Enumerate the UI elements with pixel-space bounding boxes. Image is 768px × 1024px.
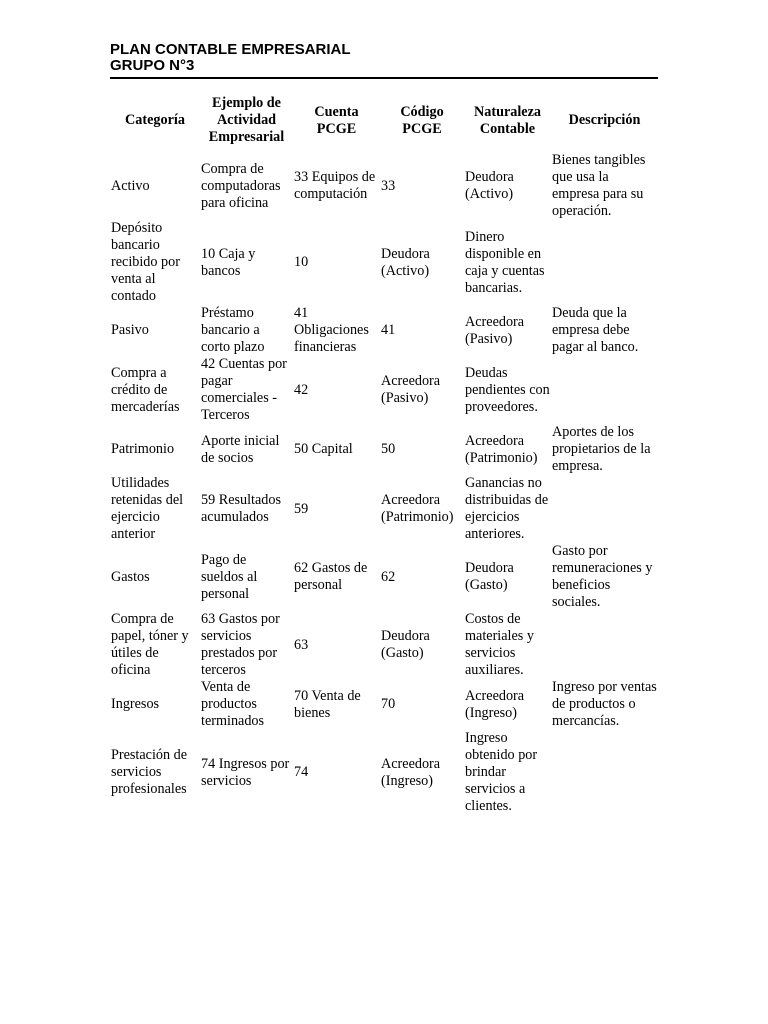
table-cell: 10 <box>294 254 309 270</box>
table-cell: 70 <box>381 696 396 712</box>
column-header-categoria: Categoría <box>125 112 185 128</box>
table-cell: Compra a crédito de mercaderías <box>111 364 180 415</box>
table-cell: 33 <box>381 177 396 194</box>
table-cell: 74 Ingresos por servicios <box>201 755 290 789</box>
table-cell: 74 <box>294 764 309 780</box>
table-cell: Compra de papel, tóner y útiles de oficina <box>111 611 189 678</box>
table-cell: 62 <box>381 568 396 585</box>
table-cell: Acreedora (Ingreso) <box>381 755 441 789</box>
table-cell: Gasto por remuneraciones y beneficios sociales. <box>552 543 653 610</box>
table-cell: 59 Resultados acumulados <box>201 492 281 525</box>
table-cell: Ganancias no distribuidas de ejercicios anteriores. <box>465 475 549 542</box>
table-cell: Dinero disponible en caja y cuentas bancarias. <box>465 228 545 296</box>
table-cell: Compra de computadoras para oficina <box>201 160 281 211</box>
table-cell: 50 <box>381 441 396 457</box>
table-row <box>110 305 658 356</box>
table-cell: 41 <box>381 322 396 338</box>
table-cell: 62 Gastos de personal <box>294 560 368 593</box>
table-row <box>110 152 658 220</box>
table-row <box>110 730 658 815</box>
table-cell <box>551 356 658 424</box>
table-cell: 41 Obligaciones financieras <box>294 305 369 355</box>
table-cell: Préstamo bancario a corto plazo <box>201 305 265 355</box>
column-header-descripcion: Descripción <box>568 112 641 128</box>
table-cell: Deudora (Gasto) <box>465 560 514 593</box>
table-cell: Ingresos <box>111 696 160 712</box>
table-cell: Acreedora (Ingreso) <box>465 687 525 721</box>
table-cell <box>551 730 658 815</box>
column-header-ejemplo: Ejemplo de Actividad Empresarial <box>208 95 285 145</box>
table-body <box>110 152 658 815</box>
table-cell: Deudas pendientes con proveedores. <box>465 364 550 415</box>
table-header-row <box>110 95 658 152</box>
document-title: PLAN CONTABLE EMPRESARIAL <box>110 41 351 58</box>
table-cell: Ingreso obtenido por brindar servicios a clientes. <box>465 730 538 814</box>
document-subtitle: GRUPO N°3 <box>110 57 195 74</box>
table-row <box>110 424 658 475</box>
table-cell: Deuda que la empresa debe pagar al banco. <box>552 305 639 355</box>
table-cell: Pasivo <box>111 322 149 338</box>
table-cell: Venta de productos terminados <box>201 679 265 729</box>
table-cell: 59 <box>294 500 309 517</box>
table-cell: 50 Capital <box>294 441 353 457</box>
table-cell: Aporte inicial de socios <box>201 432 280 466</box>
table-row <box>110 356 658 424</box>
table-cell: 70 Venta de bienes <box>294 687 361 721</box>
document-header <box>110 42 658 79</box>
table-cell: Acreedora (Pasivo) <box>465 313 525 347</box>
table-cell <box>551 220 658 305</box>
table-cell: Pago de sueldos al personal <box>201 551 258 602</box>
table-cell: Costos de materiales y servicios auxiliares. <box>465 611 534 678</box>
table-cell: 10 Caja y bancos <box>201 245 256 279</box>
table-cell: Utilidades retenidas del ejercicio anterior <box>111 475 184 542</box>
column-header-naturaleza: Naturaleza Contable <box>474 103 541 137</box>
table-cell: Activo <box>111 177 150 194</box>
table-cell: Patrimonio <box>111 441 175 457</box>
column-header-cuenta: Cuenta PCGE <box>314 103 359 137</box>
table-cell: 33 Equipos de computación <box>294 169 376 202</box>
table-cell: Deudora (Gasto) <box>381 628 430 661</box>
table-header <box>110 95 658 152</box>
table-cell: Gastos <box>111 568 150 585</box>
table-cell: 63 Gastos por servicios prestados por terceros <box>201 611 280 678</box>
document-page <box>110 42 658 815</box>
table-cell: Deudora (Activo) <box>465 169 514 202</box>
table-row <box>110 475 658 543</box>
table-cell: Depósito bancario recibido por venta al contado <box>111 220 180 304</box>
table-row <box>110 679 658 730</box>
column-header-codigo: Código PCGE <box>400 103 444 137</box>
table-cell: 42 <box>294 381 309 398</box>
table-cell <box>551 611 658 679</box>
table-row <box>110 220 658 305</box>
table-cell: Aportes de los propietarios de la empresa. <box>552 424 651 474</box>
table-cell: Acreedora (Patrimonio) <box>381 492 454 525</box>
table-row <box>110 611 658 679</box>
table-cell <box>551 475 658 543</box>
accounting-plan-table <box>110 95 658 815</box>
table-cell: Acreedora (Pasivo) <box>381 373 441 406</box>
table-cell: Acreedora (Patrimonio) <box>465 432 538 466</box>
table-cell: Prestación de servicios profesionales <box>111 747 188 797</box>
table-cell: 63 <box>294 636 309 653</box>
table-cell: Ingreso por ventas de productos o mercancías. <box>552 679 657 729</box>
table-cell: Deudora (Activo) <box>381 245 430 279</box>
table-row <box>110 543 658 611</box>
header-divider <box>110 77 658 79</box>
table-cell: Bienes tangibles que usa la empresa para su operación. <box>552 152 646 219</box>
table-cell: 42 Cuentas por pagar comerciales - Terceros <box>201 356 287 423</box>
